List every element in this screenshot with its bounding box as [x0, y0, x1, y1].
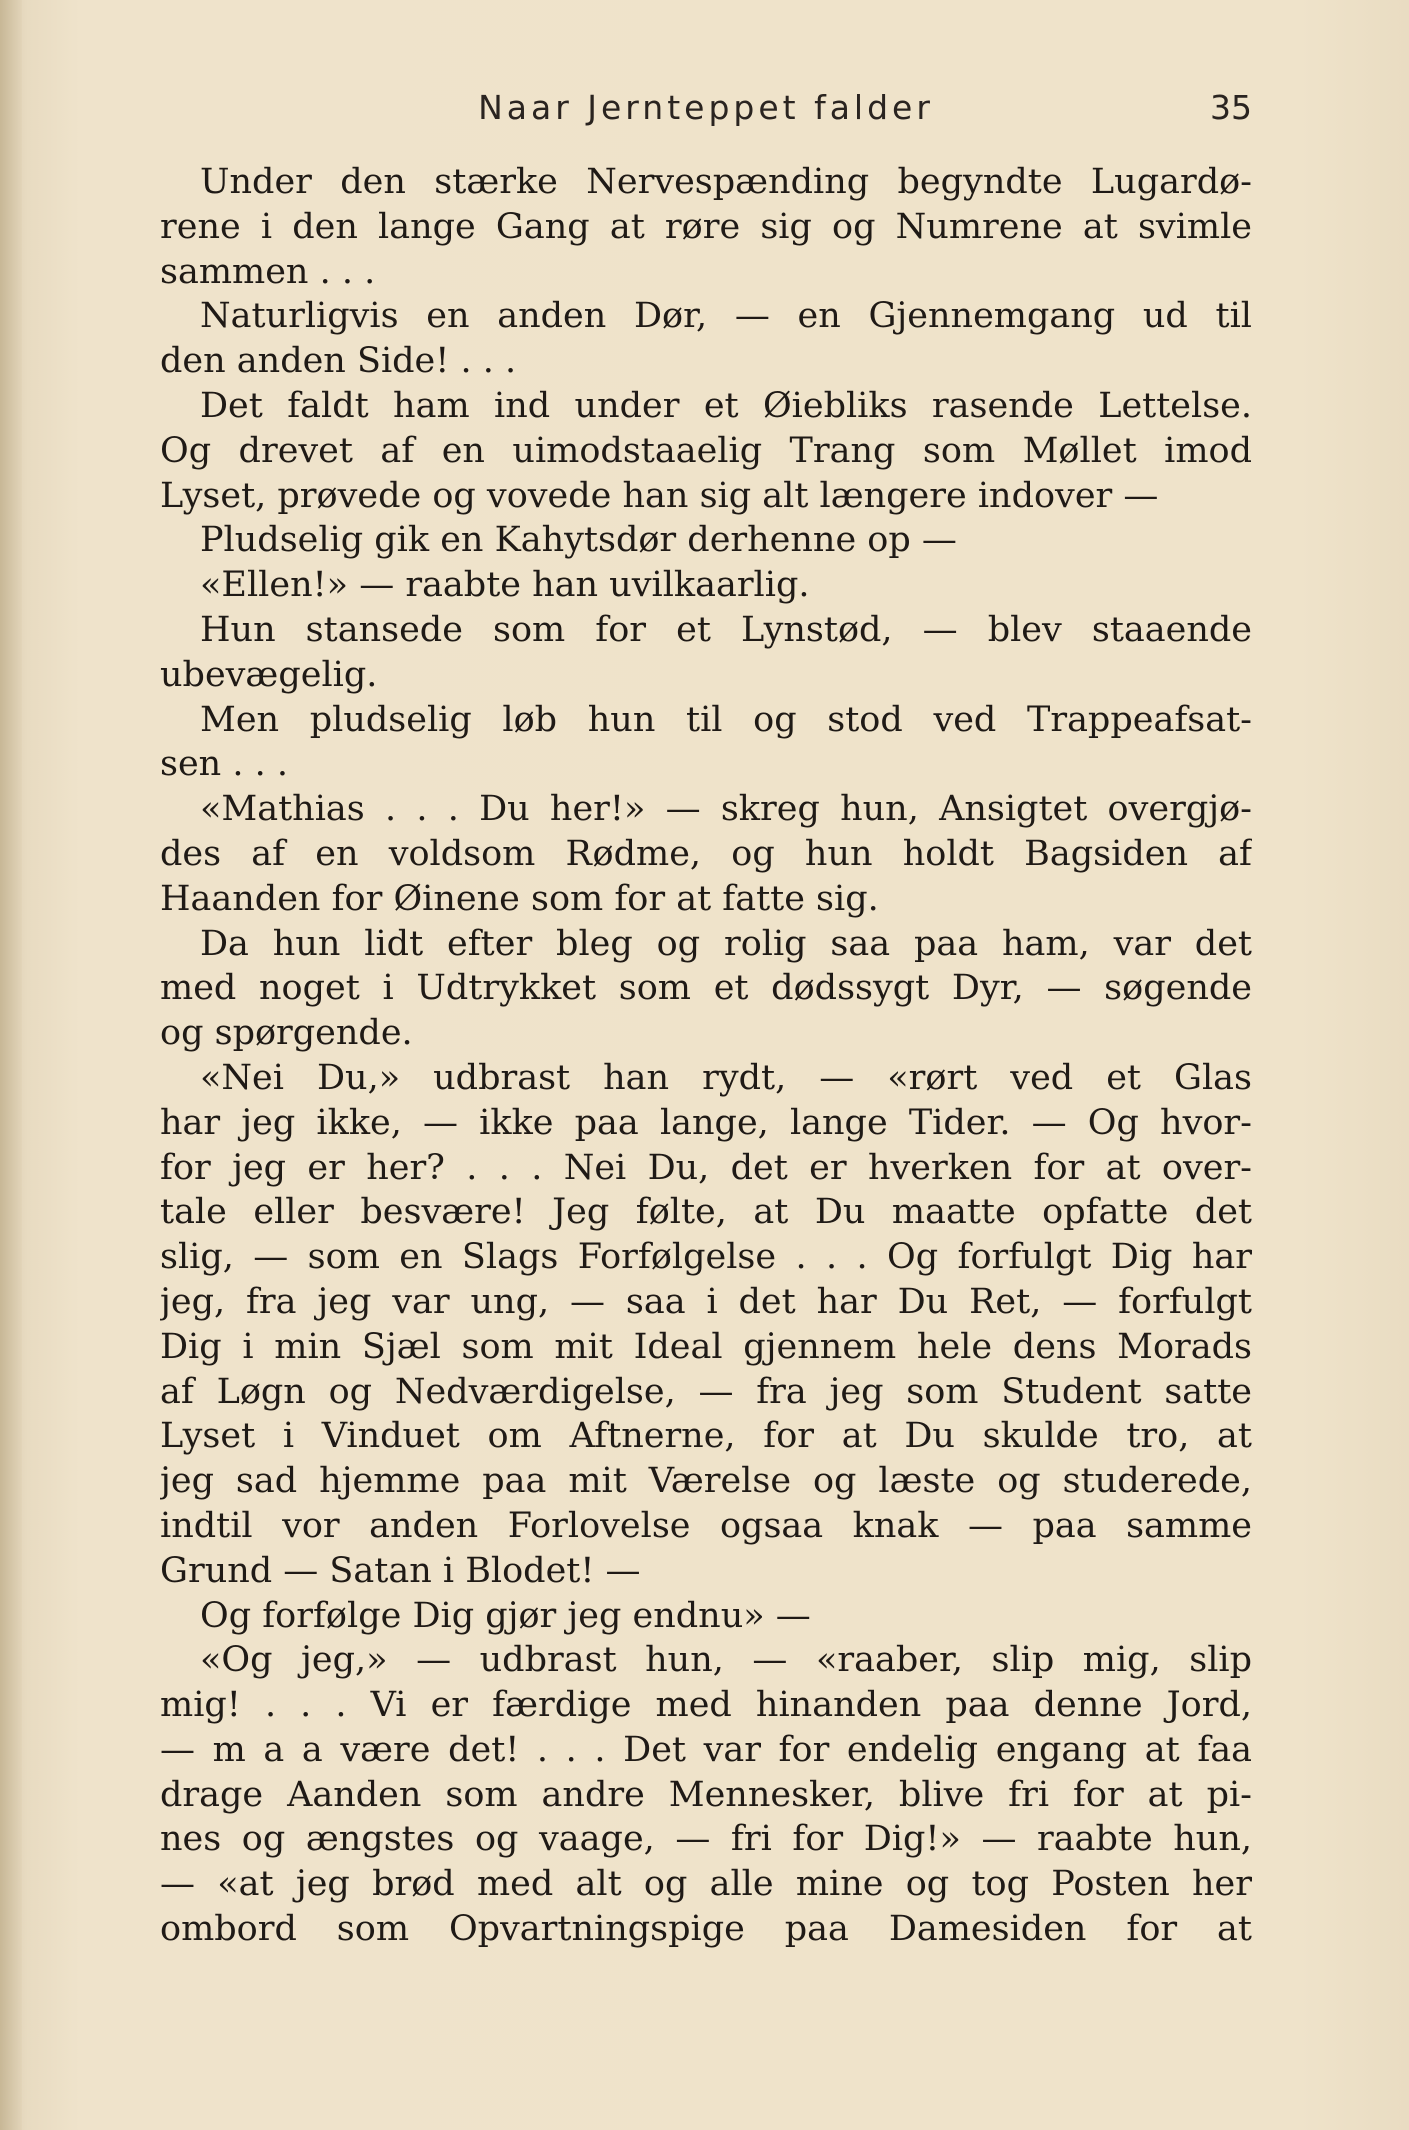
text-line: mig! . . . Vi er færdige med hinanden paa denne Jord, — [160, 1685, 1252, 1726]
text-line: indtil vor anden Forlovelse ogsaa knak — paa samme — [160, 1505, 1252, 1546]
text-line: «Og jeg,» — udbrast hun, — «raaber, slip mig, slip — [200, 1640, 1252, 1681]
body-text — [160, 160, 1252, 1952]
text-line: nes og ængstes og vaage, — fri for Dig!» — raabte hun, — [160, 1819, 1252, 1860]
text-line: Pludselig gik en Kahytsdør derhenne op — — [200, 520, 957, 561]
page-number: 35 — [1210, 88, 1252, 127]
text-line: Det faldt ham ind under et Øiebliks rasende Lettelse. — [200, 385, 1252, 426]
text-line: Da hun lidt efter bleg og rolig saa paa ham, var det — [200, 923, 1252, 964]
running-title: Naar Jernteppet falder — [478, 88, 934, 127]
text-line: rene i den lange Gang at røre sig og Numrene at svimle — [160, 206, 1252, 247]
text-line: «Nei Du,» udbrast han rydt, — «rørt ved et Glas — [200, 1057, 1252, 1098]
text-line: sammen . . . — [160, 251, 376, 292]
text-line: Naturligvis en anden Dør, — en Gjennemgang ud til — [200, 296, 1252, 337]
text-line: med noget i Udtrykket som et dødssygt Dyr, — søgende — [160, 968, 1252, 1009]
text-line: drage Aanden som andre Mennesker, blive fri for at pi- — [160, 1774, 1252, 1815]
text-line: og spørgende. — [160, 1013, 413, 1054]
text-line: Hun stansede som for et Lynstød, — blev staaende — [200, 609, 1252, 650]
text-line: jeg, fra jeg var ung, — saa i det har Du Ret, — forfulgt — [160, 1281, 1252, 1322]
text-line: for jeg er her? . . . Nei Du, det er hverken for at over- — [160, 1147, 1252, 1188]
text-line: slig, — som en Slags Forfølgelse . . . Og forfulgt Dig har — [160, 1237, 1252, 1278]
text-line: sen . . . — [160, 744, 288, 785]
text-line: ombord som Opvartningspige paa Damesiden for at — [160, 1909, 1252, 1950]
binding-shadow — [0, 0, 22, 2130]
text-line: Og forfølge Dig gjør jeg endnu» — — [200, 1595, 811, 1636]
text-line: — m a a være det! . . . Det var for endelig engang at faa — [160, 1729, 1252, 1770]
text-line: Men pludselig løb hun til og stod ved Trappeafsat- — [200, 699, 1252, 740]
text-line: tale eller besvære! Jeg følte, at Du maatte opfatte det — [160, 1192, 1252, 1233]
text-line: des af en voldsom Rødme, og hun holdt Bagsiden af — [160, 833, 1252, 874]
running-head — [160, 88, 1252, 134]
text-line: Lyset i Vinduet om Aftnerne, for at Du skulde tro, at — [160, 1416, 1252, 1457]
text-line: Dig i min Sjæl som mit Ideal gjennem hele dens Morads — [160, 1326, 1252, 1367]
text-line: «Mathias . . . Du her!» — skreg hun, Ansigtet overgjø- — [200, 789, 1252, 830]
text-line: Under den stærke Nervespænding begyndte Lugardø- — [200, 162, 1252, 202]
text-line: af Løgn og Nedværdigelse, — fra jeg som Student satte — [160, 1371, 1252, 1412]
text-line: jeg sad hjemme paa mit Værelse og læste og studerede, — [160, 1461, 1252, 1502]
text-line: har jeg ikke, — ikke paa lange, lange Tider. — Og hvor- — [160, 1102, 1252, 1143]
text-line: Grund — Satan i Blodet! — — [160, 1550, 641, 1591]
text-line: Haanden for Øinene som for at fatte sig. — [160, 878, 879, 919]
text-line: «Ellen!» — raabte han uvilkaarlig. — [200, 565, 810, 606]
text-line: den anden Side! . . . — [160, 341, 517, 382]
text-line: Og drevet af en uimodstaaelig Trang som Møllet imod — [160, 430, 1252, 471]
text-line: ubevægelig. — [160, 654, 378, 695]
text-line: — «at jeg brød med alt og alle mine og tog Posten her — [160, 1864, 1252, 1905]
text-line: Lyset, prøvede og vovede han sig alt længere indover — — [160, 475, 1159, 516]
